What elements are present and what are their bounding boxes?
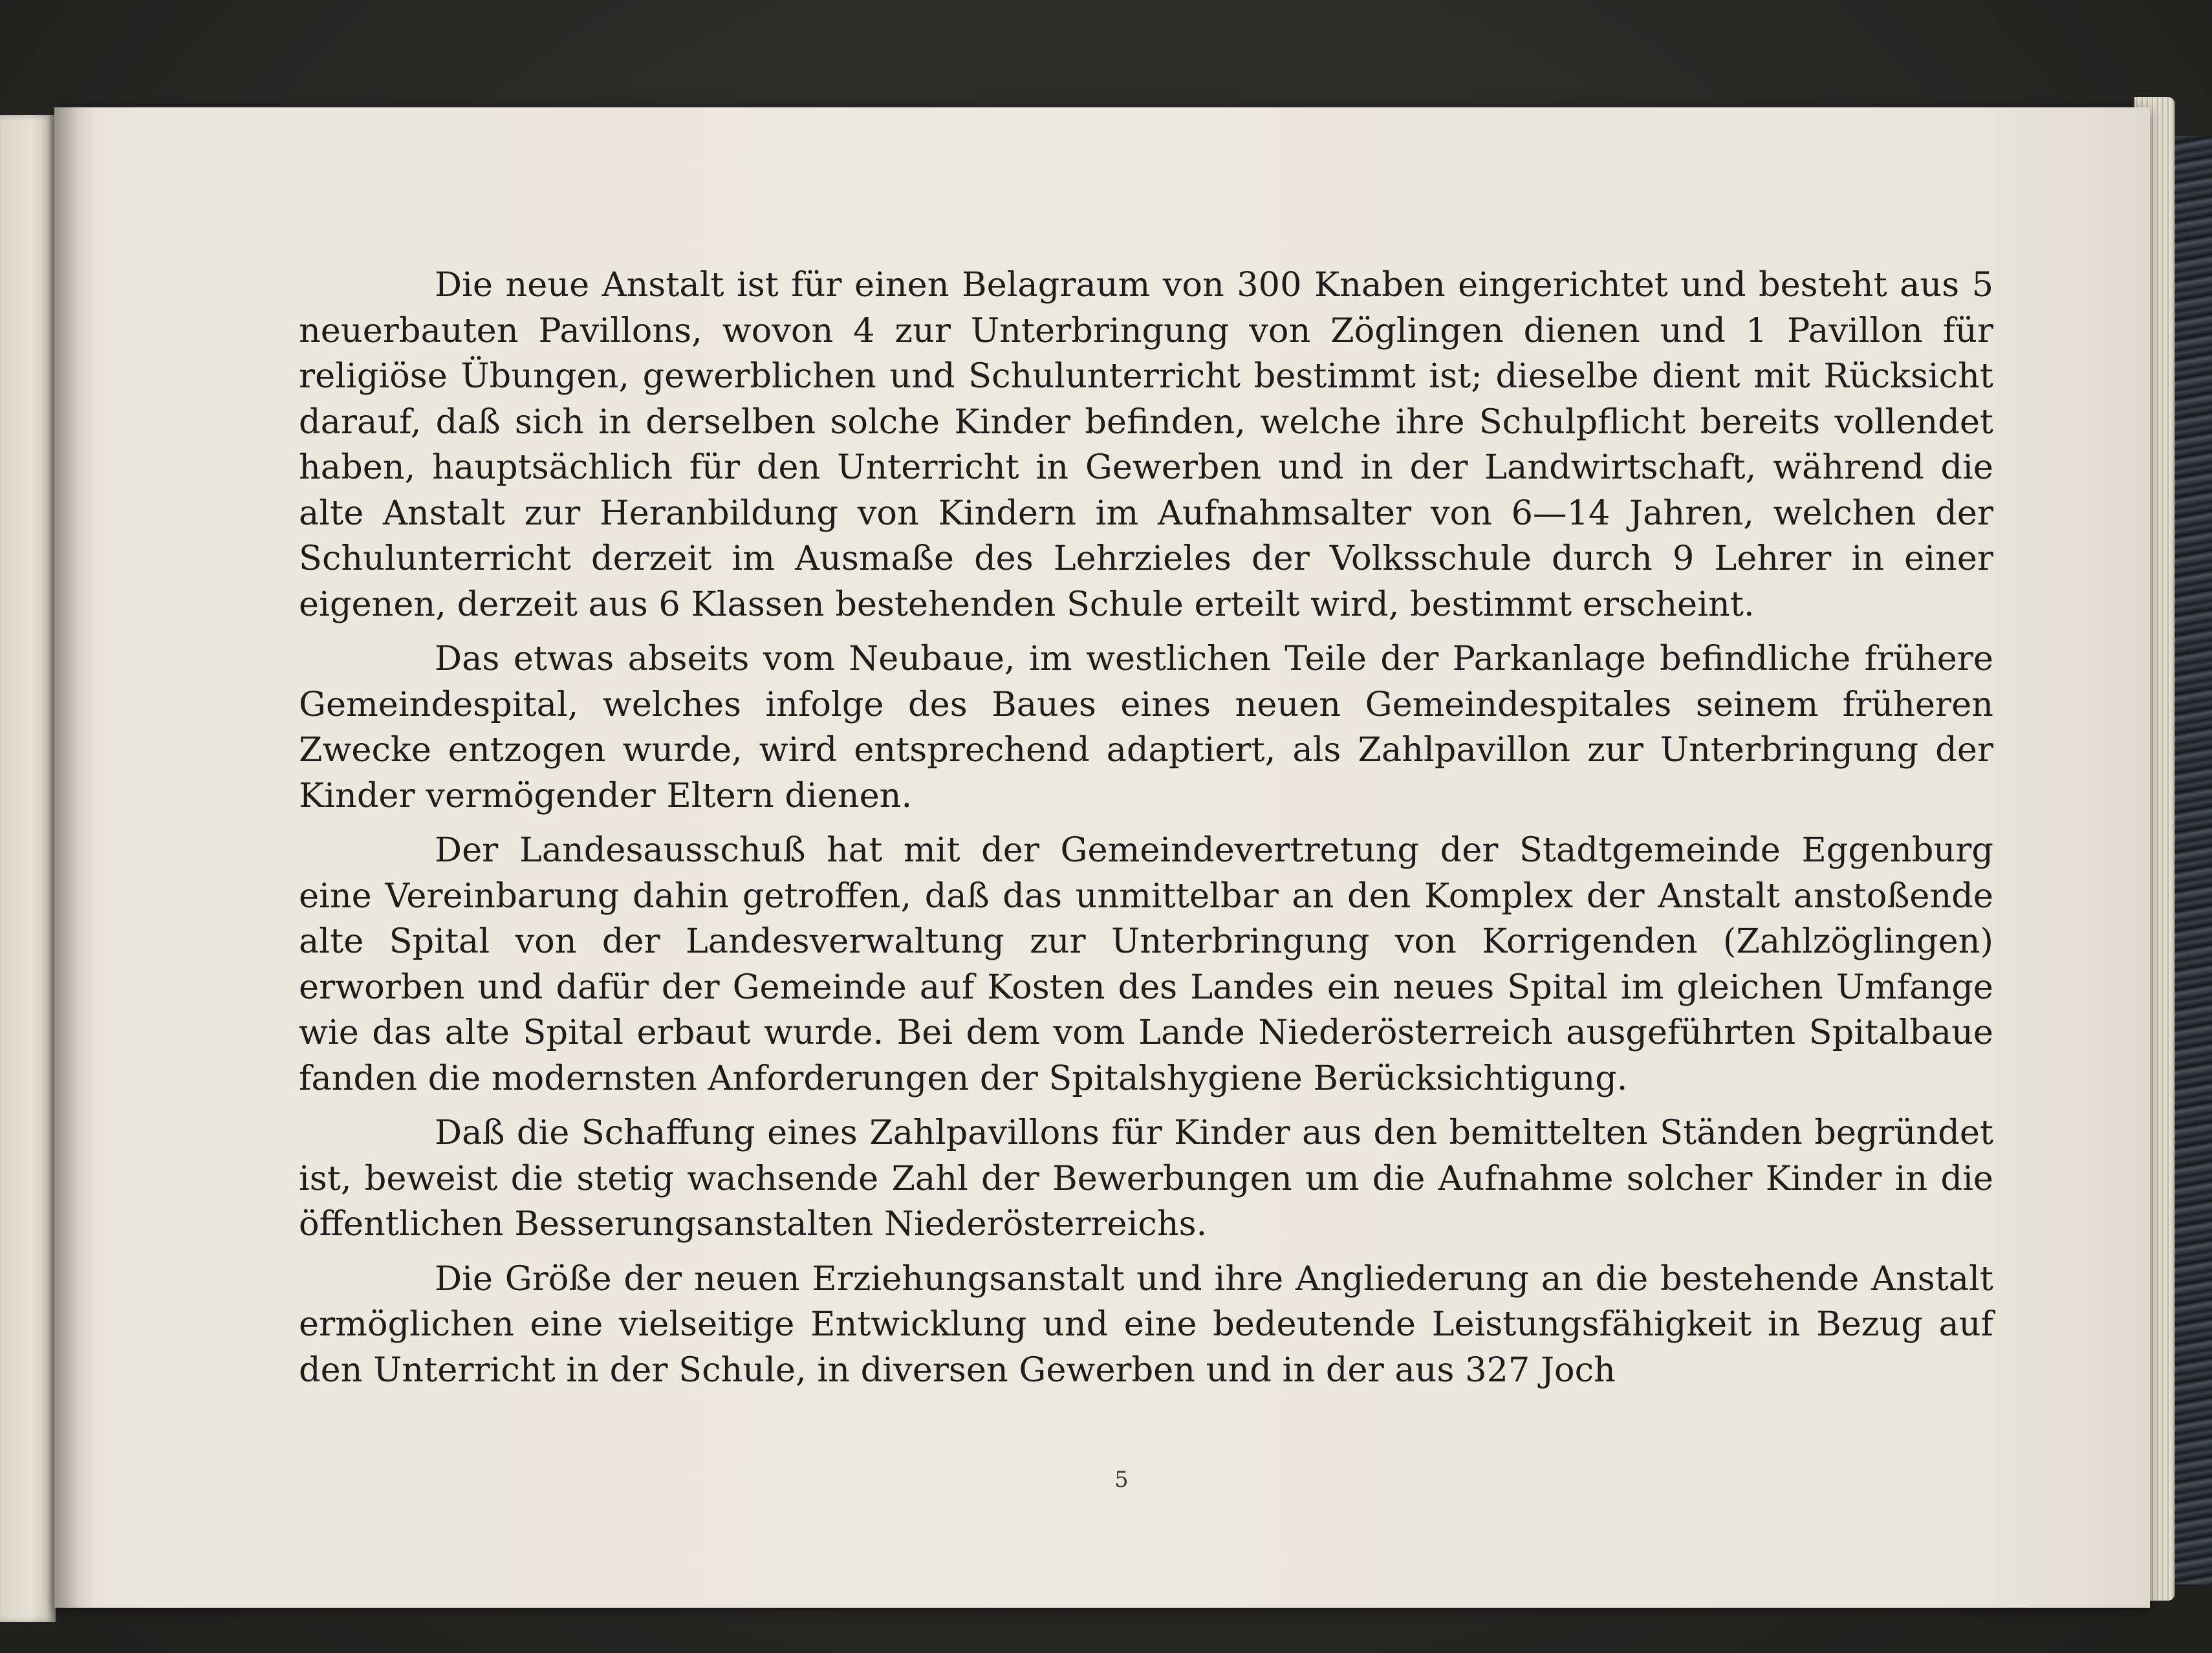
paragraph-4: Daß die Schaffung eines Zahlpavillons für Kinder aus den bemittelten Ständen begründet ist, beweist die stetig wachsende Zahl der Bewerbungen um die Aufnahme solcher Kinder in die öffentlichen Besserungsanstalten Niederösterreichs. <box>299 1113 1993 1244</box>
paragraph-2: Das etwas abseits vom Neubaue, im westlichen Teile der Parkanlage befindliche frühere Gemeindespital, welches infolge des Baues eines neuen Gemeindespitales seinem früheren Zwecke entzogen wurde, wird entsprechend adaptiert, als Zahlpavillon zur Unterbringung der Kinder vermögender Eltern dienen. <box>299 639 1993 816</box>
body-text <box>299 263 1993 1393</box>
paragraph-1: Die neue Anstalt ist für einen Belagraum von 300 Knaben eingerichtet und besteht aus 5 neuerbauten Pavillons, wovon 4 zur Unterbringung von Zöglingen dienen und 1 Pavillon für religiöse Übungen, gewerblichen und Schulunterricht bestimmt ist; dieselbe dient mit Rücksicht darauf, daß sich in derselben solche Kinder befinden, welche ihre Schulpflicht bereits vollendet haben, hauptsächlich für den Unterricht in Gewerben und in der Landwirtschaft, während die alte Anstalt zur Heranbildung von Kindern im Aufnahmsalter von 6—14 Jahren, welchen der Schulunterricht derzeit im Ausmaße des Lehrzieles der Volksschule durch 9 Lehrer in einer eigenen, derzeit aus 6 Klassen bestehenden Schule erteilt wird, bestimmt erscheint. <box>299 265 1993 624</box>
paragraph-3: Der Landesausschuß hat mit der Gemeindevertretung der Stadtgemeinde Eggenburg eine Vereinbarung dahin getroffen, daß das unmittelbar an den Komplex der Anstalt anstoßende alte Spital von der Landesverwaltung zur Unterbringung von Korrigenden (Zahlzöglingen) erworben und dafür der Gemeinde auf Kosten des Landes ein neues Spital im gleichen Umfange wie das alte Spital erbaut wurde. Bei dem vom Lande Niederösterreich ausgeführten Spitalbaue fanden die modernsten Anforderungen der Spitalshygiene Berücksichtigung. <box>299 830 1993 1098</box>
facing-page-edge <box>0 115 56 1622</box>
paragraph-5: Die Größe der neuen Erziehungsanstalt und ihre Angliederung an die bestehende Anstalt ermöglichen eine vielseitige Entwicklung und eine bedeutende Leistungsfähigkeit in Bezug auf den Unterricht in der Schule, in diversen Gewerben und in der aus 327 Joch <box>299 1259 1993 1390</box>
gutter-shadow <box>54 107 93 1608</box>
page-number: 5 <box>1114 1467 1129 1493</box>
book-page <box>54 107 2150 1608</box>
